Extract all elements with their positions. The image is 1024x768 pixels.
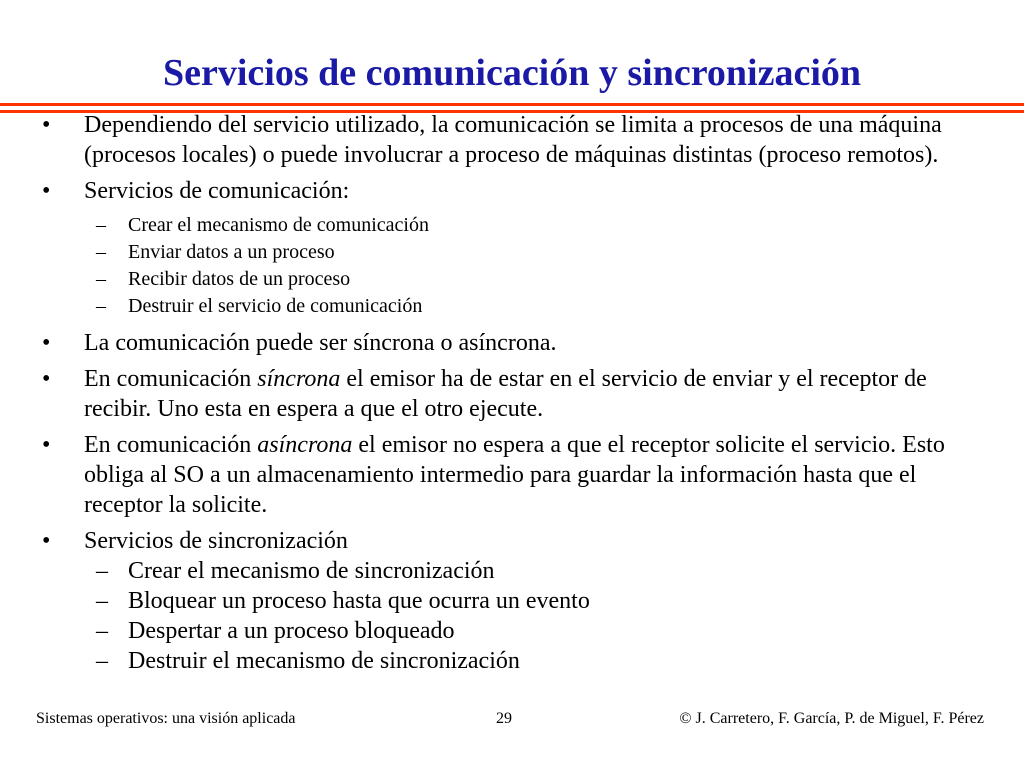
slide-title: Servicios de comunicación y sincronización — [162, 52, 862, 94]
bullet-item-synchronous — [40, 364, 1000, 424]
sub-item-text: Bloquear un proceso hasta que ocurra un evento — [128, 588, 590, 614]
bullet-text — [84, 366, 927, 422]
sub-item — [40, 616, 1000, 646]
text-segment: el emisor no espera a que el receptor solicite el servicio. Esto obliga al SO a un almacenamiento intermedio para guardar la información hasta que el receptor la solicite. — [84, 432, 945, 518]
slide-footer — [0, 708, 1024, 730]
dash-glyph: – — [96, 241, 106, 263]
bullet-item-sync-async — [40, 328, 1000, 358]
sub-item — [40, 293, 1000, 320]
bullet-item-sync-services — [40, 526, 1000, 556]
sub-item — [40, 556, 1000, 586]
text-segment: En comunicación — [84, 366, 258, 392]
bullet-text — [84, 432, 945, 518]
sub-item — [40, 586, 1000, 616]
bullet-glyph: • — [42, 178, 51, 204]
sub-item — [40, 266, 1000, 293]
sub-item — [40, 239, 1000, 266]
sub-item — [40, 212, 1000, 239]
emphasis-term: síncrona — [257, 366, 341, 392]
sub-item-text: Enviar datos a un proceso — [128, 241, 335, 263]
page-number: 29 — [496, 710, 512, 727]
dash-glyph: – — [96, 618, 108, 644]
dash-glyph: – — [96, 268, 106, 290]
dash-glyph: – — [96, 558, 108, 584]
footer-course-title: Sistemas operativos: una visión aplicada — [36, 710, 296, 727]
bullet-glyph: • — [42, 112, 51, 138]
bullet-glyph: • — [42, 528, 51, 554]
sub-item-text: Destruir el mecanismo de sincronización — [128, 648, 520, 674]
communication-subitems — [40, 212, 1000, 320]
sub-item — [40, 646, 1000, 676]
bullet-item-asynchronous — [40, 430, 1000, 520]
bullet-item-communication-services — [40, 176, 1000, 206]
synchronization-subitems — [40, 556, 1000, 676]
sub-item-text: Despertar a un proceso bloqueado — [128, 618, 455, 644]
bullet-item-scope — [40, 110, 1000, 170]
dash-glyph: – — [96, 588, 108, 614]
bullet-glyph: • — [42, 432, 51, 458]
bullet-glyph: • — [42, 330, 51, 356]
bullet-list — [40, 110, 1000, 676]
dash-glyph: – — [96, 214, 106, 236]
title-underline-top — [0, 103, 1024, 106]
sub-item-text: Crear el mecanismo de sincronización — [128, 558, 495, 584]
dash-glyph: – — [96, 295, 106, 317]
footer-copyright: © J. Carretero, F. García, P. de Miguel, F. Pérez — [679, 710, 984, 727]
bullet-text: Servicios de comunicación: — [84, 178, 350, 204]
sub-item-text: Destruir el servicio de comunicación — [128, 295, 423, 317]
bullet-text: La comunicación puede ser síncrona o asíncrona. — [84, 330, 557, 356]
bullet-text: Dependiendo del servicio utilizado, la comunicación se limita a procesos de una máquina (procesos locales) o puede involucrar a proceso de máquinas distintas (proceso remotos). — [84, 112, 942, 168]
dash-glyph: – — [96, 648, 108, 674]
bullet-glyph: • — [42, 366, 51, 392]
sub-item-text: Crear el mecanismo de comunicación — [128, 214, 429, 236]
sub-item-text: Recibir datos de un proceso — [128, 268, 351, 290]
bullet-text: Servicios de sincronización — [84, 528, 348, 554]
text-segment: En comunicación — [84, 432, 258, 458]
emphasis-term: asíncrona — [257, 432, 353, 458]
text-segment: el emisor ha de estar en el servicio de enviar y el receptor de recibir. Uno esta en espera a que el otro ejecute. — [84, 366, 927, 422]
